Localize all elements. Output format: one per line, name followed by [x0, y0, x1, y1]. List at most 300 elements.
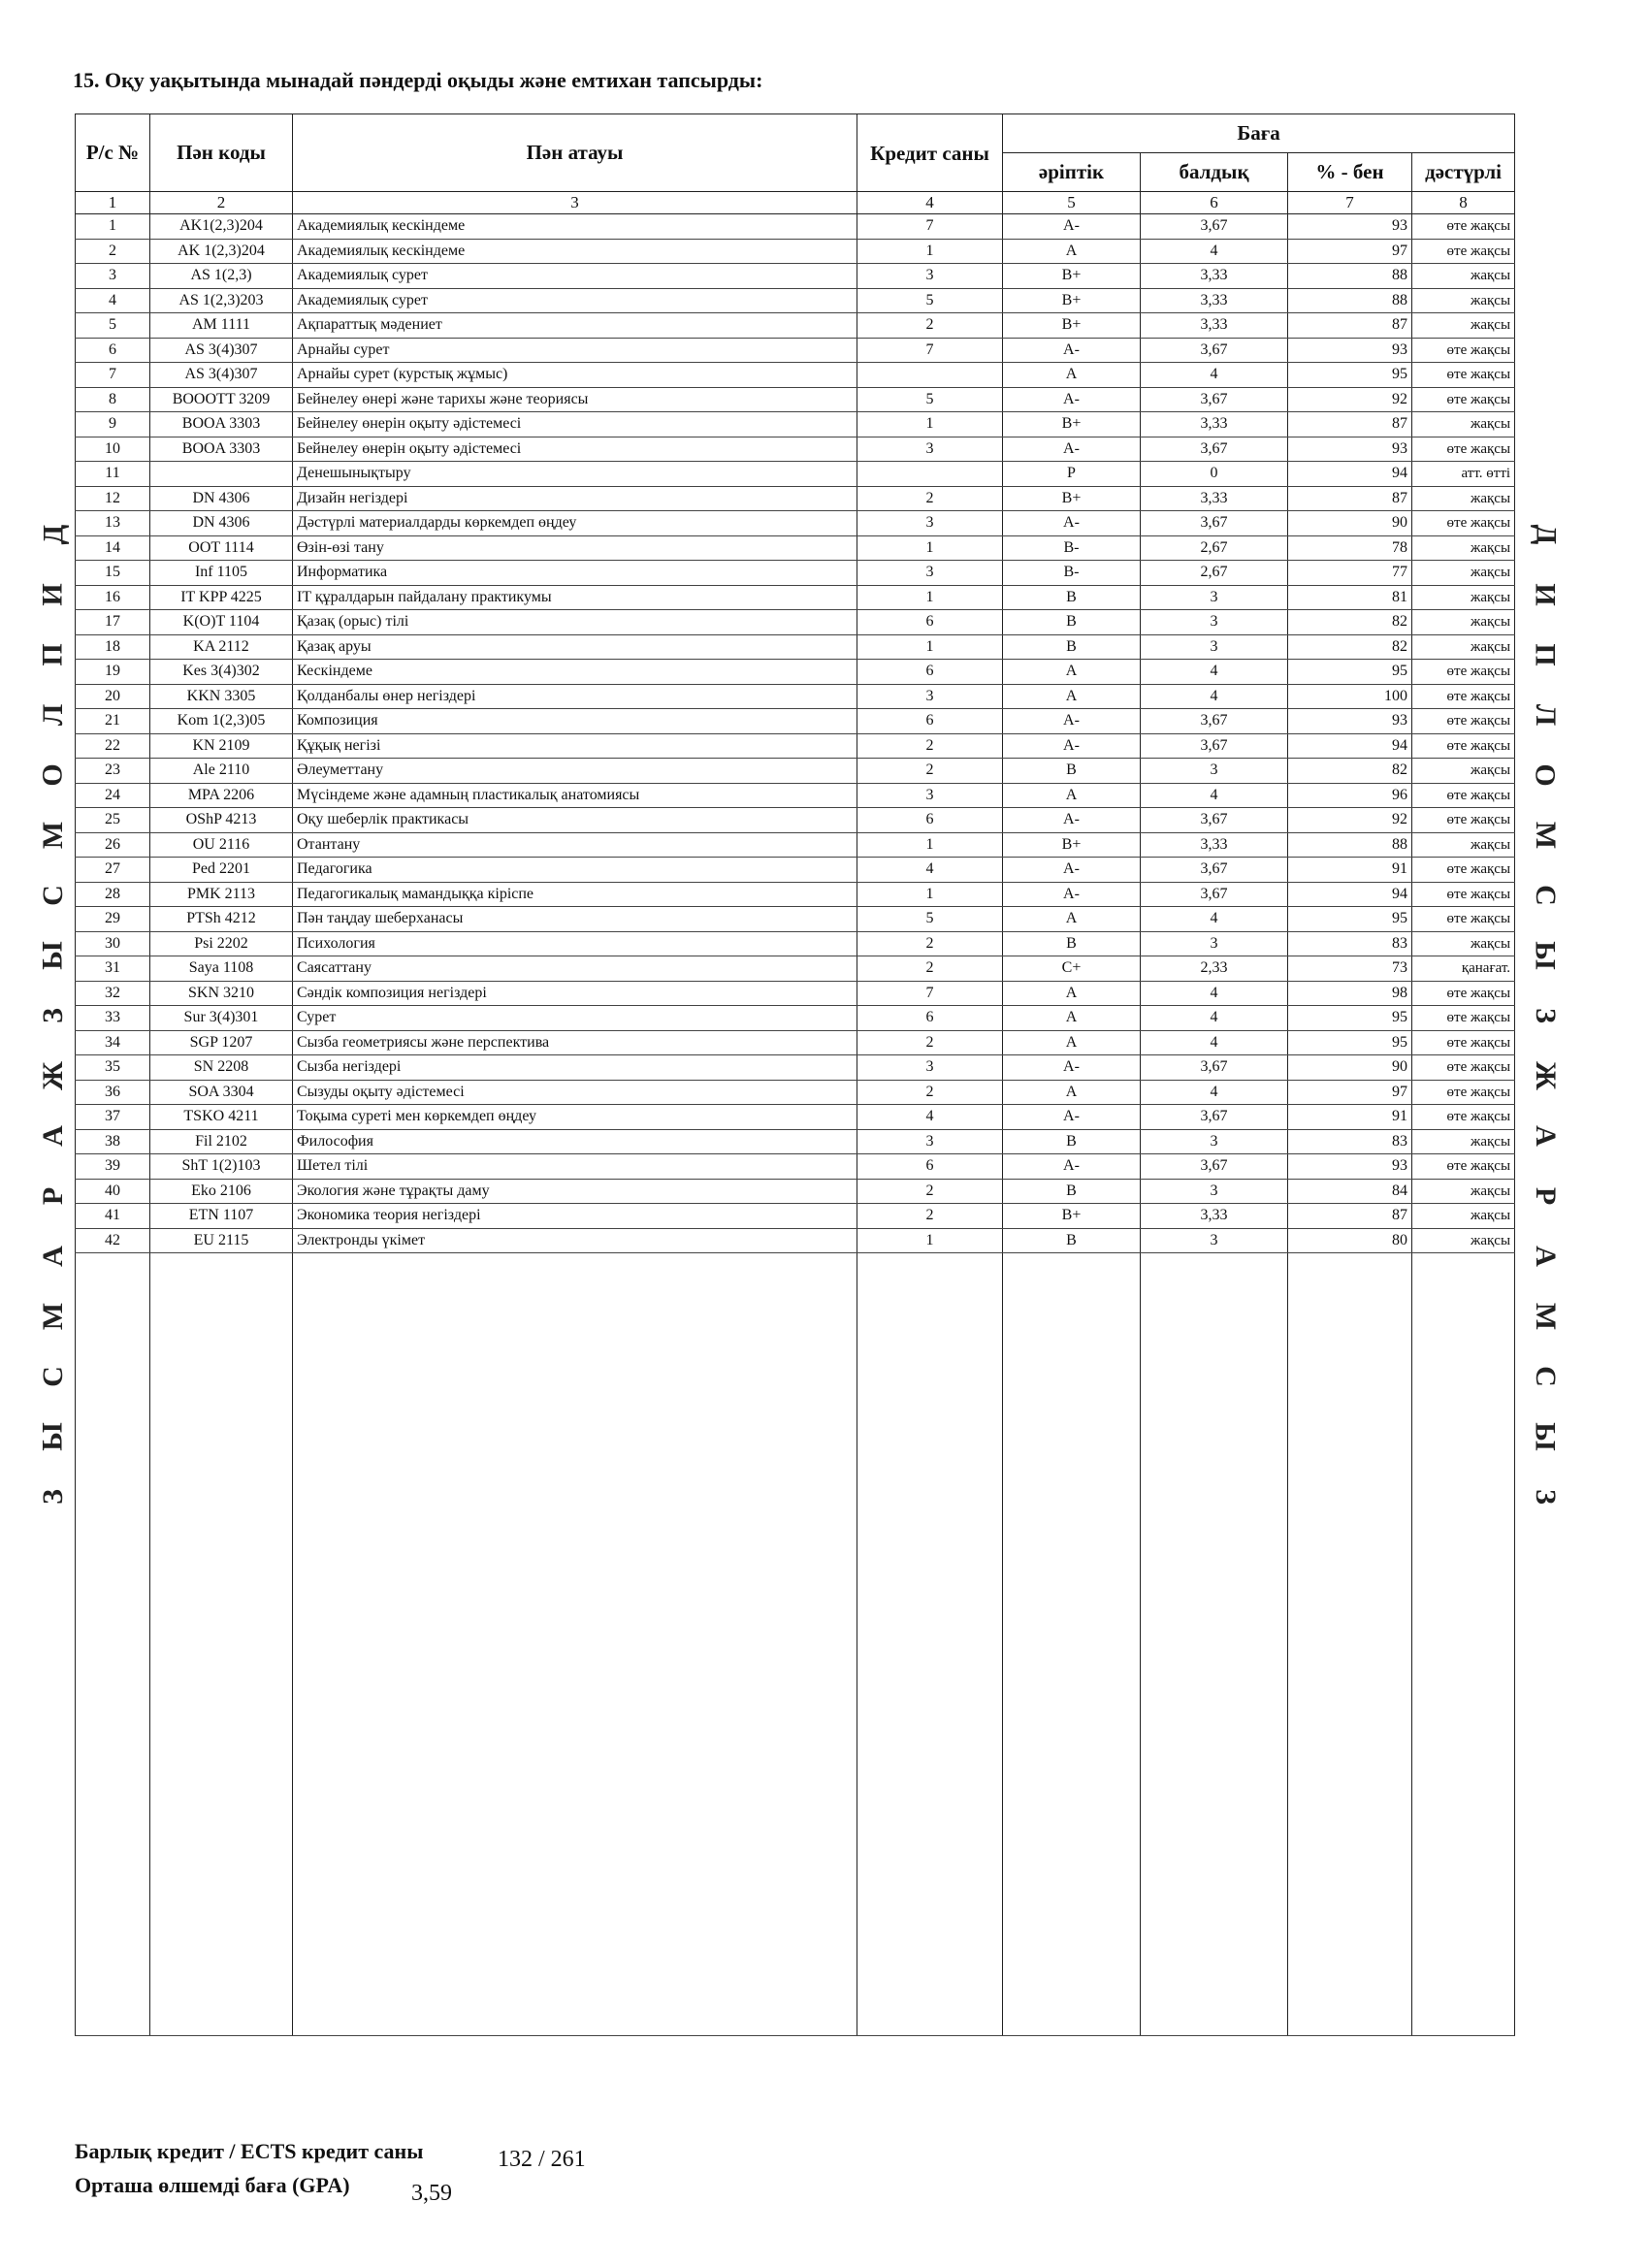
- course-name: Арнайы сурет (курстық жұмыс): [293, 363, 857, 388]
- letter-grade: A: [1003, 1080, 1141, 1105]
- course-code: Saya 1108: [150, 956, 293, 982]
- row-number: 11: [76, 462, 150, 487]
- table-row: [76, 634, 1515, 660]
- table-row: [76, 437, 1515, 462]
- table-row: [76, 1204, 1515, 1229]
- credits: 1: [857, 412, 1003, 437]
- traditional-grade: өте жақсы: [1412, 1055, 1515, 1081]
- table-row: [76, 363, 1515, 388]
- course-name: Академиялық сурет: [293, 288, 857, 313]
- course-code: Eko 2106: [150, 1179, 293, 1204]
- watermark-letter: И: [37, 583, 69, 606]
- traditional-grade: өте жақсы: [1412, 783, 1515, 808]
- credits: 5: [857, 387, 1003, 412]
- course-code: OU 2116: [150, 832, 293, 858]
- watermark-letter: С: [1529, 1366, 1562, 1387]
- header-letter: әріптік: [1003, 153, 1141, 192]
- course-code: MPA 2206: [150, 783, 293, 808]
- traditional-grade: жақсы: [1412, 561, 1515, 586]
- letter-grade: A-: [1003, 511, 1141, 536]
- letter-grade: B+: [1003, 832, 1141, 858]
- course-code: DN 4306: [150, 511, 293, 536]
- course-name: Дизайн негіздері: [293, 486, 857, 511]
- course-name: Пән таңдау шеберханасы: [293, 907, 857, 932]
- letter-grade: A: [1003, 684, 1141, 709]
- letter-grade: B: [1003, 585, 1141, 610]
- credits: 1: [857, 239, 1003, 264]
- grade-percent: 100: [1288, 684, 1412, 709]
- table-row: [76, 684, 1515, 709]
- traditional-grade: атт. өтті: [1412, 462, 1515, 487]
- watermark-letter: Ж: [36, 1061, 69, 1090]
- course-name: Сызба геометриясы және перспектива: [293, 1030, 857, 1055]
- traditional-grade: өте жақсы: [1412, 882, 1515, 907]
- credits: 3: [857, 684, 1003, 709]
- letter-grade: A: [1003, 907, 1141, 932]
- grade-points: 3,67: [1141, 214, 1288, 240]
- watermark-letter: П: [37, 643, 69, 666]
- traditional-grade: өте жақсы: [1412, 239, 1515, 264]
- letter-grade: A-: [1003, 858, 1141, 883]
- row-number: 2: [76, 239, 150, 264]
- course-name: Бейнелеу өнерін оқыту әдістемесі: [293, 412, 857, 437]
- letter-grade: A: [1003, 783, 1141, 808]
- course-name: Академиялық кескіндеме: [293, 239, 857, 264]
- traditional-grade: өте жақсы: [1412, 660, 1515, 685]
- gpa-label: Орташа өлшемді баға (GPA): [75, 2173, 350, 2197]
- row-number: 24: [76, 783, 150, 808]
- table-row: [76, 1129, 1515, 1154]
- grade-percent: 95: [1288, 660, 1412, 685]
- credits: 6: [857, 808, 1003, 833]
- header-points: балдық: [1141, 153, 1288, 192]
- grade-percent: 92: [1288, 808, 1412, 833]
- grade-percent: 95: [1288, 907, 1412, 932]
- credits: 1: [857, 832, 1003, 858]
- letter-grade: B+: [1003, 412, 1141, 437]
- empty-row: [76, 1253, 1515, 2036]
- row-number: 8: [76, 387, 150, 412]
- header-name: Пән атауы: [293, 114, 857, 192]
- watermark-letter: М: [1529, 821, 1562, 850]
- grade-points: 3,67: [1141, 1154, 1288, 1180]
- letter-grade: A: [1003, 1006, 1141, 1031]
- grade-percent: 97: [1288, 239, 1412, 264]
- course-name: Бейнелеу өнері және тарихы және теориясы: [293, 387, 857, 412]
- row-number: 3: [76, 264, 150, 289]
- traditional-grade: жақсы: [1412, 832, 1515, 858]
- grade-points: 3,33: [1141, 288, 1288, 313]
- credits: 2: [857, 1179, 1003, 1204]
- letter-grade: A-: [1003, 437, 1141, 462]
- credits: 4: [857, 858, 1003, 883]
- letter-grade: A-: [1003, 387, 1141, 412]
- table-row: [76, 511, 1515, 536]
- credits: 2: [857, 486, 1003, 511]
- letter-grade: B-: [1003, 561, 1141, 586]
- grade-points: 3,67: [1141, 858, 1288, 883]
- grade-points: 3,67: [1141, 338, 1288, 363]
- empty-cell: [1412, 1253, 1515, 2036]
- traditional-grade: өте жақсы: [1412, 437, 1515, 462]
- credits: 6: [857, 709, 1003, 734]
- grade-percent: 93: [1288, 1154, 1412, 1180]
- row-number: 29: [76, 907, 150, 932]
- credits: 3: [857, 1055, 1003, 1081]
- traditional-grade: қанағат.: [1412, 956, 1515, 982]
- course-code: ETN 1107: [150, 1204, 293, 1229]
- grade-percent: 80: [1288, 1228, 1412, 1253]
- empty-cell: [1288, 1253, 1412, 2036]
- course-code: [150, 462, 293, 487]
- letter-grade: A: [1003, 1030, 1141, 1055]
- table-row: [76, 733, 1515, 759]
- traditional-grade: жақсы: [1412, 634, 1515, 660]
- row-number: 28: [76, 882, 150, 907]
- course-name: Саясаттану: [293, 956, 857, 982]
- watermark-letter: Л: [1529, 703, 1562, 727]
- traditional-grade: жақсы: [1412, 1129, 1515, 1154]
- letter-grade: B-: [1003, 535, 1141, 561]
- grade-percent: 88: [1288, 832, 1412, 858]
- course-name: Қазақ (орыс) тілі: [293, 610, 857, 635]
- row-number: 23: [76, 759, 150, 784]
- grade-percent: 73: [1288, 956, 1412, 982]
- course-code: EU 2115: [150, 1228, 293, 1253]
- credits: 1: [857, 535, 1003, 561]
- grade-percent: 83: [1288, 1129, 1412, 1154]
- grade-percent: 87: [1288, 486, 1412, 511]
- row-number: 19: [76, 660, 150, 685]
- letter-grade: B+: [1003, 288, 1141, 313]
- grade-points: 3: [1141, 1129, 1288, 1154]
- grade-points: 3,33: [1141, 412, 1288, 437]
- grade-points: 4: [1141, 239, 1288, 264]
- traditional-grade: өте жақсы: [1412, 1105, 1515, 1130]
- grade-percent: 87: [1288, 1204, 1412, 1229]
- credits: [857, 462, 1003, 487]
- watermark-letter: Ж: [1529, 1061, 1562, 1090]
- row-number: 30: [76, 931, 150, 956]
- credits: 6: [857, 1006, 1003, 1031]
- grade-percent: 93: [1288, 338, 1412, 363]
- credits: 2: [857, 313, 1003, 339]
- letter-grade: A-: [1003, 1055, 1141, 1081]
- table-row: [76, 288, 1515, 313]
- table-row: [76, 981, 1515, 1006]
- grade-percent: 94: [1288, 882, 1412, 907]
- grade-percent: 88: [1288, 288, 1412, 313]
- traditional-grade: өте жақсы: [1412, 981, 1515, 1006]
- table-row: [76, 1179, 1515, 1204]
- credits: 2: [857, 1080, 1003, 1105]
- column-number: 3: [293, 192, 857, 214]
- letter-grade: A: [1003, 660, 1141, 685]
- letter-grade: A-: [1003, 882, 1141, 907]
- letter-grade: A-: [1003, 733, 1141, 759]
- row-number: 4: [76, 288, 150, 313]
- course-code: Ped 2201: [150, 858, 293, 883]
- grade-points: 3,33: [1141, 1204, 1288, 1229]
- grade-points: 4: [1141, 660, 1288, 685]
- letter-grade: B: [1003, 1228, 1141, 1253]
- grades-table: [75, 113, 1515, 2036]
- grade-points: 3,33: [1141, 313, 1288, 339]
- grade-percent: 93: [1288, 709, 1412, 734]
- credits: 7: [857, 981, 1003, 1006]
- table-row: [76, 387, 1515, 412]
- watermark-letter: Ы: [37, 941, 69, 970]
- course-name: Арнайы сурет: [293, 338, 857, 363]
- watermark-letter: Ы: [1530, 1422, 1562, 1451]
- column-number: 1: [76, 192, 150, 214]
- grade-percent: 82: [1288, 610, 1412, 635]
- credits: 2: [857, 956, 1003, 982]
- letter-grade: A-: [1003, 214, 1141, 240]
- grade-percent: 93: [1288, 214, 1412, 240]
- grade-percent: 90: [1288, 1055, 1412, 1081]
- grade-percent: 97: [1288, 1080, 1412, 1105]
- course-name: Денешынықтыру: [293, 462, 857, 487]
- table-row: [76, 858, 1515, 883]
- row-number: 16: [76, 585, 150, 610]
- row-number: 27: [76, 858, 150, 883]
- header-grade: Баға: [1003, 114, 1515, 153]
- course-code: IT KPP 4225: [150, 585, 293, 610]
- course-code: Sur 3(4)301: [150, 1006, 293, 1031]
- grade-points: 4: [1141, 1030, 1288, 1055]
- course-name: Сызба негіздері: [293, 1055, 857, 1081]
- letter-grade: B: [1003, 610, 1141, 635]
- row-number: 31: [76, 956, 150, 982]
- watermark-letter: М: [36, 821, 69, 850]
- empty-cell: [1141, 1253, 1288, 2036]
- traditional-grade: өте жақсы: [1412, 709, 1515, 734]
- table-row: [76, 882, 1515, 907]
- course-code: OOT 1114: [150, 535, 293, 561]
- row-number: 14: [76, 535, 150, 561]
- empty-cell: [150, 1253, 293, 2036]
- course-name: Қазақ аруы: [293, 634, 857, 660]
- course-code: PTSh 4212: [150, 907, 293, 932]
- total-credits-label: Барлық кредит / ECTS кредит саны: [75, 2139, 424, 2163]
- course-code: SN 2208: [150, 1055, 293, 1081]
- row-number: 39: [76, 1154, 150, 1180]
- grade-points: 0: [1141, 462, 1288, 487]
- course-code: Kes 3(4)302: [150, 660, 293, 685]
- grade-percent: 91: [1288, 1105, 1412, 1130]
- grade-points: 3,33: [1141, 264, 1288, 289]
- row-number: 41: [76, 1204, 150, 1229]
- traditional-grade: өте жақсы: [1412, 387, 1515, 412]
- letter-grade: B+: [1003, 486, 1141, 511]
- watermark-letter: А: [36, 1125, 69, 1147]
- course-name: Информатика: [293, 561, 857, 586]
- credits: 7: [857, 214, 1003, 240]
- credits: 3: [857, 1129, 1003, 1154]
- row-number: 1: [76, 214, 150, 240]
- row-number: 33: [76, 1006, 150, 1031]
- course-name: Философия: [293, 1129, 857, 1154]
- traditional-grade: жақсы: [1412, 585, 1515, 610]
- row-number: 6: [76, 338, 150, 363]
- course-code: Ale 2110: [150, 759, 293, 784]
- section-heading: 15. Оқу уақытында мынадай пәндерді оқыды және емтихан тапсырды:: [73, 68, 763, 92]
- grade-percent: 90: [1288, 511, 1412, 536]
- grade-points: 3,67: [1141, 511, 1288, 536]
- course-name: Электронды үкімет: [293, 1228, 857, 1253]
- grade-points: 3,67: [1141, 733, 1288, 759]
- course-code: Inf 1105: [150, 561, 293, 586]
- grade-points: 3,67: [1141, 882, 1288, 907]
- row-number: 37: [76, 1105, 150, 1130]
- traditional-grade: өте жақсы: [1412, 338, 1515, 363]
- row-number: 26: [76, 832, 150, 858]
- watermark-letter: П: [1530, 643, 1562, 666]
- watermark-letter: Ы: [37, 1422, 69, 1451]
- grade-points: 2,67: [1141, 561, 1288, 586]
- traditional-grade: өте жақсы: [1412, 1006, 1515, 1031]
- header-credits: Кредит саны: [857, 114, 1003, 192]
- watermark-letter: О: [1530, 763, 1562, 787]
- letter-grade: B+: [1003, 264, 1141, 289]
- grade-points: 3,67: [1141, 387, 1288, 412]
- course-name: Академиялық кескіндеме: [293, 214, 857, 240]
- grade-points: 4: [1141, 1006, 1288, 1031]
- credits: 5: [857, 907, 1003, 932]
- row-number: 15: [76, 561, 150, 586]
- row-number: 20: [76, 684, 150, 709]
- letter-grade: A-: [1003, 709, 1141, 734]
- course-name: Психология: [293, 931, 857, 956]
- course-name: Кескіндеме: [293, 660, 857, 685]
- course-code: KKN 3305: [150, 684, 293, 709]
- credits: 1: [857, 1228, 1003, 1253]
- grade-percent: 95: [1288, 1006, 1412, 1031]
- grade-points: 3: [1141, 610, 1288, 635]
- row-number: 13: [76, 511, 150, 536]
- header-code: Пән коды: [150, 114, 293, 192]
- watermark-letter: Д: [1529, 524, 1562, 545]
- grade-points: 3,67: [1141, 709, 1288, 734]
- traditional-grade: өте жақсы: [1412, 808, 1515, 833]
- course-code: KA 2112: [150, 634, 293, 660]
- grade-percent: 94: [1288, 733, 1412, 759]
- grade-percent: 83: [1288, 931, 1412, 956]
- course-code: DN 4306: [150, 486, 293, 511]
- traditional-grade: өте жақсы: [1412, 214, 1515, 240]
- empty-cell: [1003, 1253, 1141, 2036]
- row-number: 7: [76, 363, 150, 388]
- course-code: PMK 2113: [150, 882, 293, 907]
- grade-points: 4: [1141, 1080, 1288, 1105]
- header-num: Р/с №: [76, 114, 150, 192]
- table-row: [76, 759, 1515, 784]
- course-name: Сурет: [293, 1006, 857, 1031]
- traditional-grade: жақсы: [1412, 759, 1515, 784]
- row-number: 36: [76, 1080, 150, 1105]
- column-number: 6: [1141, 192, 1288, 214]
- watermark-letter: Ы: [1530, 941, 1562, 970]
- credits: 2: [857, 759, 1003, 784]
- row-number: 40: [76, 1179, 150, 1204]
- total-credits-value: 132 / 261: [498, 2147, 586, 2172]
- row-number: 9: [76, 412, 150, 437]
- course-code: Fil 2102: [150, 1129, 293, 1154]
- letter-grade: B: [1003, 1179, 1141, 1204]
- watermark-letter: С: [36, 885, 69, 906]
- grade-percent: 82: [1288, 634, 1412, 660]
- table-row: [76, 313, 1515, 339]
- header-traditional: дәстүрлі: [1412, 153, 1515, 192]
- letter-grade: P: [1003, 462, 1141, 487]
- traditional-grade: өте жақсы: [1412, 907, 1515, 932]
- course-code: SOA 3304: [150, 1080, 293, 1105]
- course-code: SKN 3210: [150, 981, 293, 1006]
- table-row: [76, 1055, 1515, 1081]
- grade-percent: 78: [1288, 535, 1412, 561]
- watermark-letter: Р: [1529, 1186, 1562, 1206]
- table-row: [76, 1080, 1515, 1105]
- course-code: AS 3(4)307: [150, 338, 293, 363]
- grade-points: 3: [1141, 1228, 1288, 1253]
- grade-percent: 92: [1288, 387, 1412, 412]
- traditional-grade: жақсы: [1412, 412, 1515, 437]
- grade-percent: 82: [1288, 759, 1412, 784]
- traditional-grade: жақсы: [1412, 486, 1515, 511]
- letter-grade: A: [1003, 363, 1141, 388]
- credits: 3: [857, 561, 1003, 586]
- traditional-grade: өте жақсы: [1412, 1154, 1515, 1180]
- credits: 3: [857, 511, 1003, 536]
- grade-percent: 94: [1288, 462, 1412, 487]
- grade-percent: 77: [1288, 561, 1412, 586]
- course-code: BOOA 3303: [150, 412, 293, 437]
- credits: 1: [857, 585, 1003, 610]
- empty-cell: [293, 1253, 857, 2036]
- letter-grade: A-: [1003, 808, 1141, 833]
- grade-percent: 95: [1288, 1030, 1412, 1055]
- traditional-grade: жақсы: [1412, 1179, 1515, 1204]
- row-number: 25: [76, 808, 150, 833]
- letter-grade: A: [1003, 239, 1141, 264]
- grade-points: 3: [1141, 759, 1288, 784]
- table-row: [76, 214, 1515, 240]
- grade-percent: 91: [1288, 858, 1412, 883]
- credits: 2: [857, 931, 1003, 956]
- row-number: 34: [76, 1030, 150, 1055]
- letter-grade: A-: [1003, 1105, 1141, 1130]
- grade-points: 4: [1141, 981, 1288, 1006]
- credits: 2: [857, 733, 1003, 759]
- credits: 3: [857, 783, 1003, 808]
- letter-grade: B: [1003, 759, 1141, 784]
- table-row: [76, 956, 1515, 982]
- watermark-letter: А: [1529, 1246, 1562, 1267]
- credits: 6: [857, 1154, 1003, 1180]
- table-row: [76, 660, 1515, 685]
- course-name: Педагогика: [293, 858, 857, 883]
- credits: 2: [857, 1030, 1003, 1055]
- watermark-letter: А: [36, 1246, 69, 1267]
- credits: 3: [857, 437, 1003, 462]
- header-percent: % - бен: [1288, 153, 1412, 192]
- watermark-letter: З: [1530, 1489, 1562, 1505]
- table-row: [76, 907, 1515, 932]
- table-row: [76, 462, 1515, 487]
- table-row: [76, 1030, 1515, 1055]
- grade-points: 3,67: [1141, 1105, 1288, 1130]
